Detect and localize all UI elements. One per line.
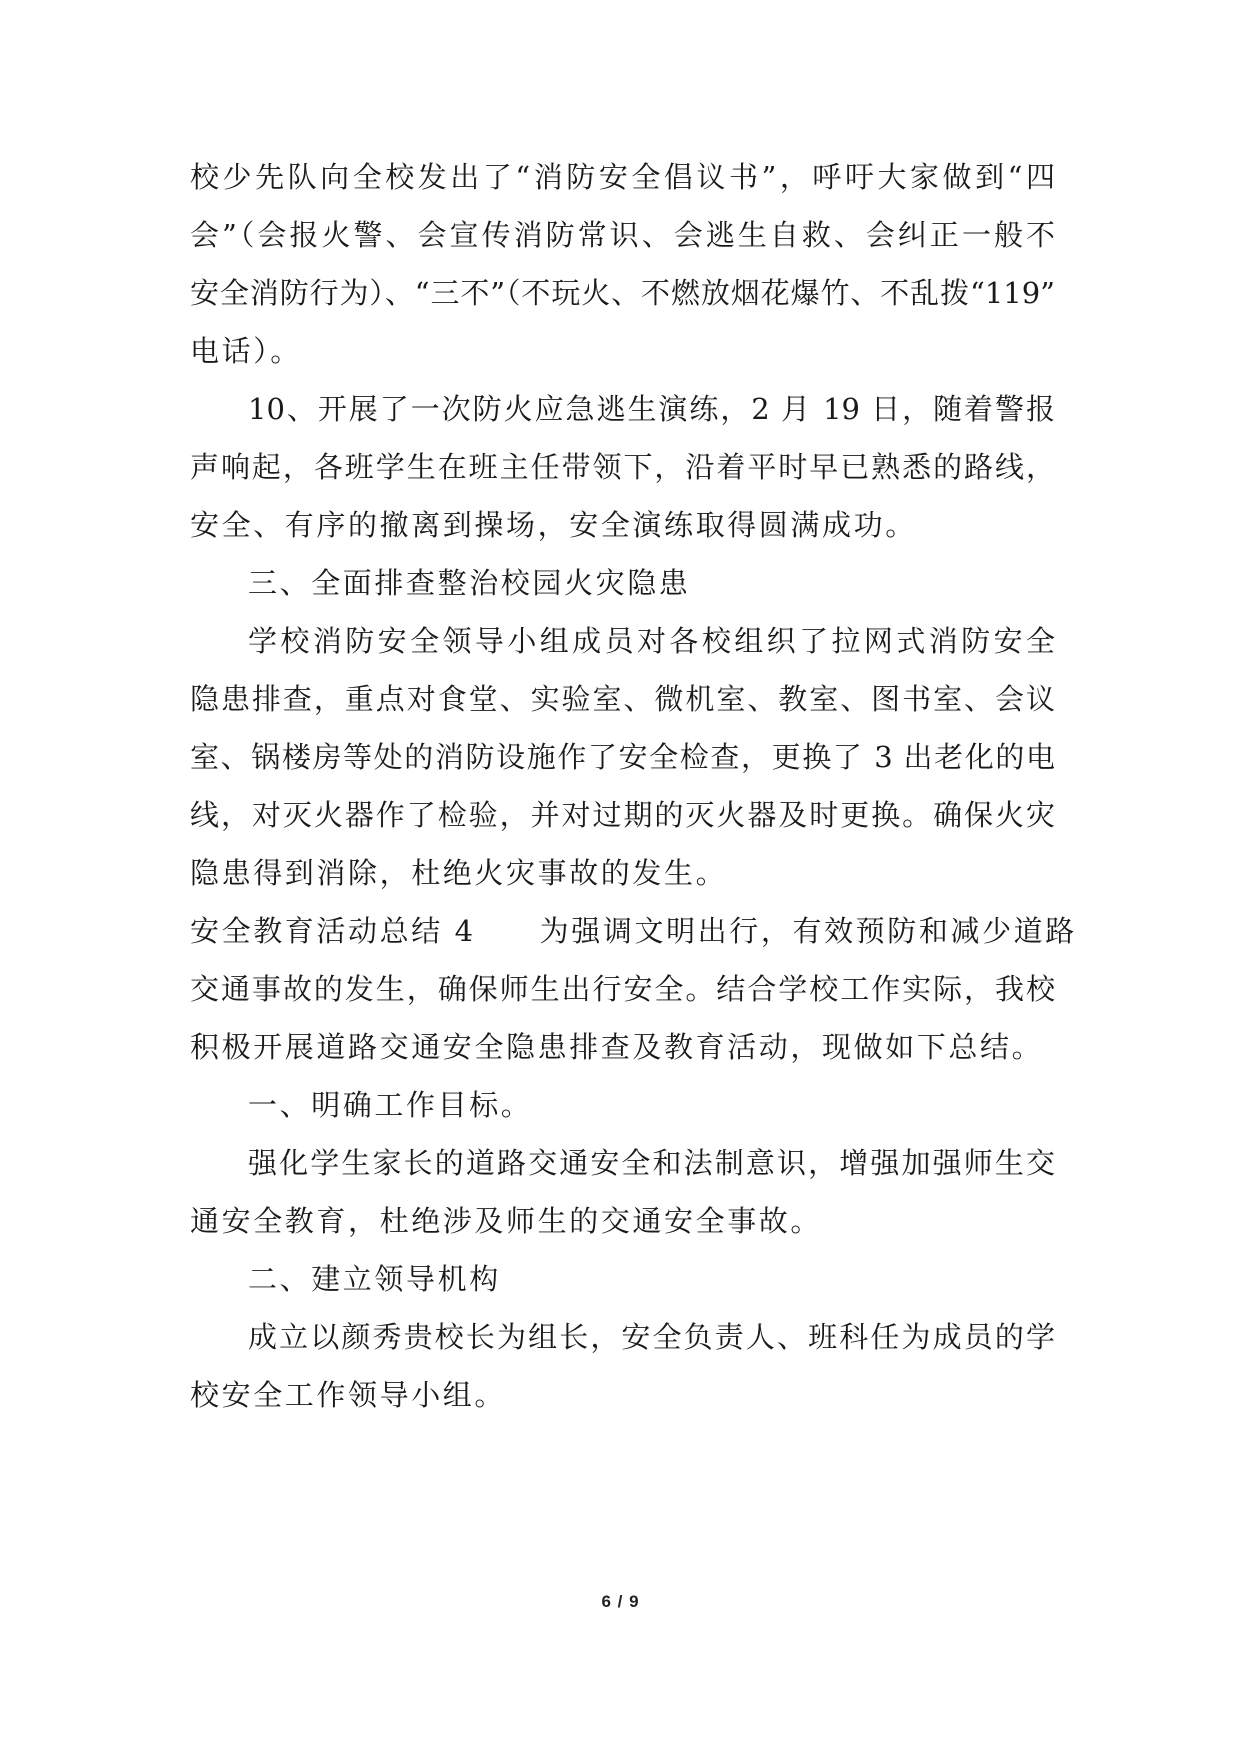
text-line: 安全、有序的撤离到操场，安全演练取得圆满成功。 — [190, 508, 917, 542]
text-line: 隐患得到消除，杜绝火灾事故的发生。 — [190, 856, 728, 890]
text-line — [190, 909, 1077, 953]
summary-intro: 为强调文明出行，有效预防和减少道路 — [539, 914, 1077, 948]
text-line: 隐患排查，重点对食堂、实验室、微机室、教室、图书室、会议 — [190, 682, 1055, 716]
text-line: 交通事故的发生，确保师生出行安全。结合学校工作实际，我校 — [190, 972, 1055, 1006]
text-line: 校安全工作领导小组。 — [190, 1378, 507, 1412]
text-line: 成立以颜秀贵校长为组长，安全负责人、班科任为成员的学 — [248, 1320, 1055, 1354]
text-line: 声响起，各班学生在班主任带领下，沿着平时早已熟悉的路线， — [190, 450, 1055, 484]
text-line: 积极开展道路交通安全隐患排查及教育活动，现做如下总结。 — [190, 1030, 1044, 1064]
text-line: 校少先队向全校发出了“消防安全倡议书”，呼吁大家做到“四 — [190, 160, 1055, 194]
section-heading: 三、全面排查整治校园火灾隐患 — [248, 566, 691, 600]
text-line: 通安全教育，杜绝涉及师生的交通安全事故。 — [190, 1204, 823, 1238]
text-line: 室、锅楼房等处的消防设施作了安全检查，更换了 3 出老化的电 — [190, 740, 1055, 774]
section-heading: 二、建立领导机构 — [248, 1262, 501, 1296]
text-line: 电话）。 — [190, 334, 302, 368]
section-heading: 一、明确工作目标。 — [248, 1088, 533, 1122]
text-line: 强化学生家长的道路交通安全和法制意识，增强加强师生交 — [248, 1146, 1055, 1180]
text-line: 学校消防安全领导小组成员对各校组织了拉网式消防安全 — [248, 624, 1055, 658]
text-line: 会”（会报火警、会宣传消防常识、会逃生自救、会纠正一般不 — [190, 218, 1055, 252]
text-line: 10、开展了一次防火应急逃生演练，2 月 19 日，随着警报 — [248, 392, 1055, 426]
page-number: 6 / 9 — [601, 1592, 640, 1611]
text-line: 安全消防行为）、“三不”（不玩火、不燃放烟花爆竹、不乱拨“119” — [190, 276, 1055, 310]
summary-title: 安全教育活动总结 4 — [190, 914, 476, 948]
text-line: 线，对灭火器作了检验，并对过期的灭火器及时更换。确保火灾 — [190, 798, 1055, 832]
